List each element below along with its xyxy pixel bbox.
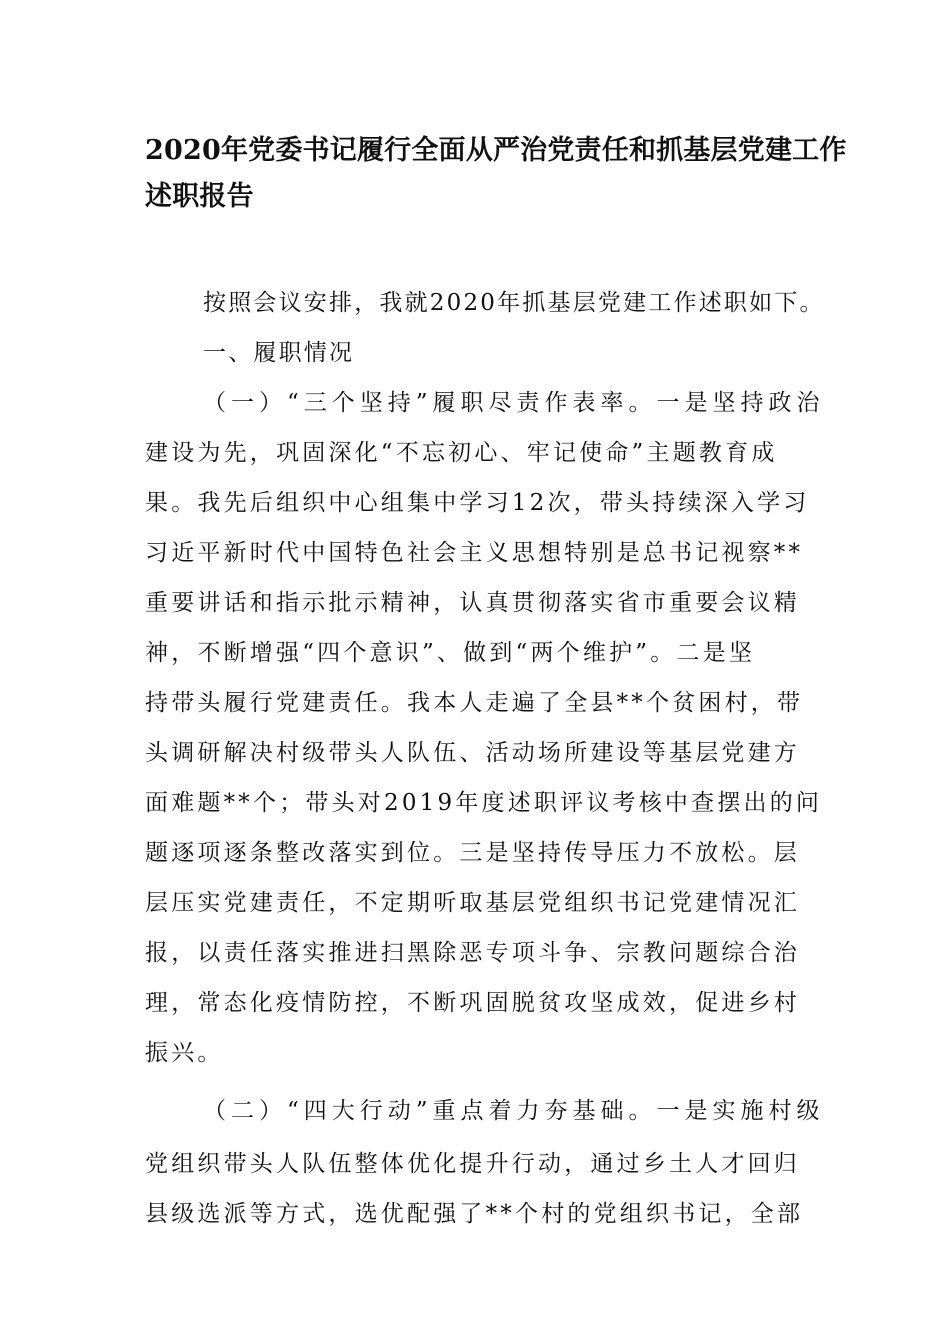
paragraph-line: （一）“三个坚持”履职尽责作表率。一是坚持政治: [203, 390, 825, 416]
paragraph-line: （二）“四大行动”重点着力夯基础。一是实施村级: [203, 1098, 825, 1124]
paragraph-line: 县级选派等方式，选优配强了**个村的党组织书记，全部: [145, 1201, 804, 1227]
paragraph-line: 党组织带头人队伍整体优化提升行动，通过乡土人才回归: [145, 1151, 800, 1177]
paragraph-line: 题逐项逐条整改落实到位。三是坚持传导压力不放松。层: [145, 840, 800, 866]
title-line-2: 述职报告: [145, 181, 254, 212]
paragraph-line: 面难题**个；带头对2019年度述职评议考核中查摆出的问: [145, 790, 823, 816]
document-title: [145, 128, 847, 220]
paragraph-line: 层压实党建责任，不定期听取基层党组织书记党建情况汇: [145, 890, 800, 916]
paragraph-line: 头调研解决村级带头人队伍、活动场所建设等基层党建方: [145, 740, 800, 766]
paragraph-line: 报，以责任落实推进扫黑除恶专项斗争、宗教问题综合治: [145, 940, 800, 966]
paragraph-line: 持带头履行党建责任。我本人走遍了全县**个贫困村，带: [145, 690, 804, 716]
title-line-1: 2020年党委书记履行全面从严治党责任和抓基层党建工作: [145, 135, 847, 166]
paragraph-line: 理，常态化疫情防控，不断巩固脱贫攻坚成效，促进乡村: [145, 990, 800, 1016]
section-heading: 一、履职情况: [203, 340, 355, 366]
intro-paragraph: 按照会议安排，我就2020年抓基层党建工作述职如下。: [203, 290, 825, 316]
paragraph-line: 习近平新时代中国特色社会主义思想特别是总书记视察**: [145, 540, 804, 566]
paragraph-line: 重要讲话和指示批示精神，认真贯彻落实省市重要会议精: [145, 590, 800, 616]
paragraph-line: 振兴。: [145, 1040, 224, 1066]
paragraph-line: 神，不断增强“四个意识”、做到“两个维护”。二是坚: [145, 640, 756, 666]
paragraph-line: 建设为先，巩固深化“不忘初心、牢记使命”主题教育成: [145, 440, 778, 466]
document-body: [145, 278, 825, 1239]
paragraph-line: 果。我先后组织中心组集中学习12次，带头持续深入学习: [145, 490, 810, 516]
